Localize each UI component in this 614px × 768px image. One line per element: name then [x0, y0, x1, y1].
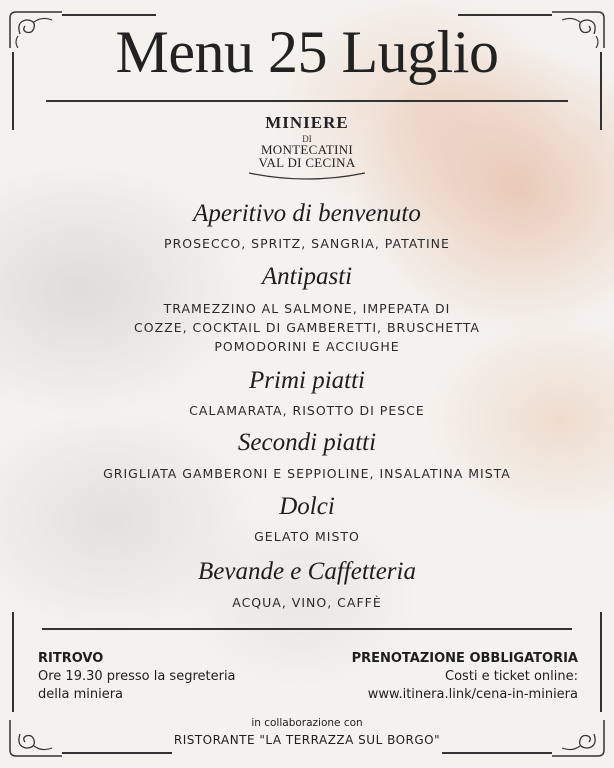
meeting-line: Ore 19.30 presso la segreteria	[38, 669, 236, 684]
booking-heading: PRENOTAZIONE OBBLIGATORIA	[351, 651, 578, 666]
bottom-left-border	[62, 752, 172, 754]
course-dishes: POMODORINI E ACCIUGHE	[214, 339, 400, 354]
course-dishes: ACQUA, VINO, CAFFÈ	[232, 595, 382, 610]
title-divider	[46, 100, 568, 102]
bottom-right-border	[442, 752, 552, 754]
course-dishes: GELATO MISTO	[254, 529, 360, 544]
page-title: Menu 25 Luglio	[115, 19, 499, 85]
logo-line-3: MONTECATINI	[260, 142, 354, 157]
course-dishes: COZZE, COCKTAIL DI GAMBERETTI, BRUSCHETTA	[134, 320, 480, 335]
course-dishes: PROSECCO, SPRITZ, SANGRIA, PATATINE	[164, 236, 450, 251]
course-dishes: CALAMARATA, RISOTTO DI PESCE	[189, 403, 425, 418]
logo-line-1: MINIERE	[265, 113, 349, 132]
collab-intro: in collaborazione con	[251, 717, 363, 729]
course-title: Bevande e Caffetteria	[198, 558, 416, 585]
meeting-line: della miniera	[38, 687, 124, 702]
logo-line-4: VAL DI CECINA	[258, 155, 356, 170]
logo-line-2: DI	[302, 134, 312, 144]
meeting-heading: RITROVO	[38, 651, 104, 666]
course-dishes: GRIGLIATA GAMBERONI E SEPPIOLINE, INSALATINA MISTA	[103, 466, 511, 481]
course-title: Antipasti	[261, 263, 353, 290]
left-border-bottom	[12, 612, 14, 712]
course-title: Secondi piatti	[237, 429, 377, 456]
logo-swash-icon	[247, 171, 367, 183]
booking-line: Costi e ticket online:	[445, 669, 578, 684]
course-dishes: TRAMEZZINO AL SALMONE, IMPEPATA DI	[163, 301, 451, 316]
collab-name: RISTORANTE "LA TERRAZZA SUL BORGO"	[173, 733, 441, 747]
right-border-bottom	[600, 612, 602, 712]
course-title: Dolci	[279, 493, 335, 520]
course-title: Aperitivo di benvenuto	[193, 200, 421, 227]
booking-url: www.itinera.link/cena-in-miniera	[367, 687, 578, 702]
footer-divider	[42, 628, 572, 630]
course-title: Primi piatti	[249, 367, 365, 394]
